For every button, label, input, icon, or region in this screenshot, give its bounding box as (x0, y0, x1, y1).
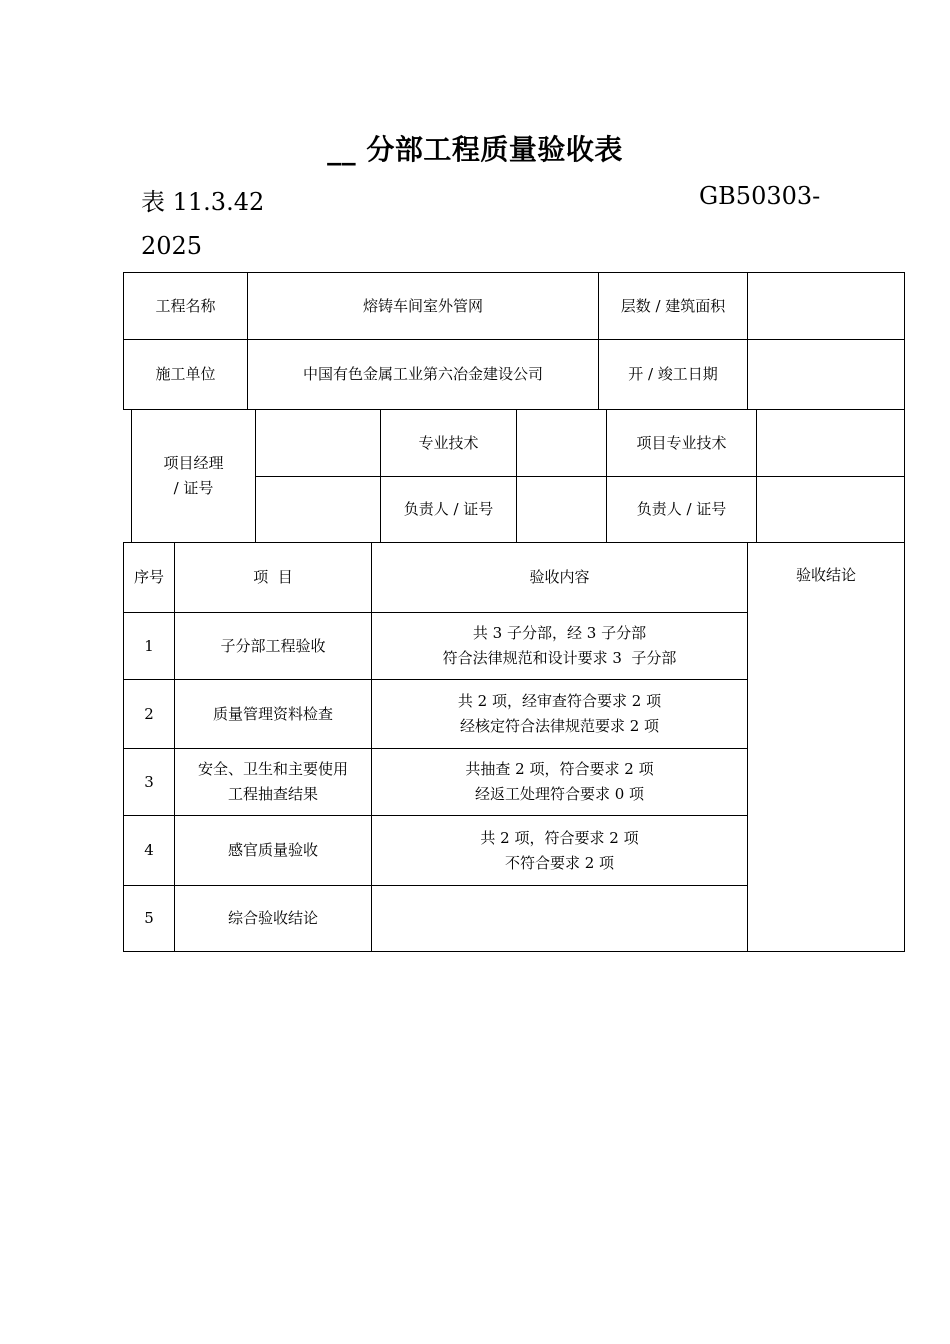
row-item: 感官质量验收 (175, 816, 372, 886)
header-content: 验收内容 (372, 543, 748, 613)
project-manager-label: 项目经理 / 证号 (132, 410, 256, 543)
standard-year: 2025 (141, 232, 203, 260)
row-content: 共抽查 2 项，符合要求 2 项 经返工处理符合要求 0 项 (372, 749, 748, 816)
header-item: 项 目 (175, 543, 372, 613)
page-title: __ 分部工程质量验收表 (327, 133, 623, 166)
row-no: 3 (124, 749, 175, 816)
tech-lead-cert-value (517, 477, 607, 543)
table-code: 表 11.3.42 (141, 188, 265, 216)
header-no: 序号 (124, 543, 175, 613)
project-tech-lead-cert-value (757, 477, 905, 543)
project-tech-lead-value (757, 410, 905, 477)
row-content: 共 2 项，经审查符合要求 2 项 经核定符合法律规范要求 2 项 (372, 680, 748, 749)
contractor-label: 施工单位 (124, 340, 248, 410)
row-item: 综合验收结论 (175, 886, 372, 952)
row-content: 共 2 项，符合要求 2 项 不符合要求 2 项 (372, 816, 748, 886)
row-no: 4 (124, 816, 175, 886)
floors-area-label: 层数 / 建筑面积 (599, 273, 748, 340)
floors-area-value (748, 273, 905, 340)
dates-value (748, 340, 905, 410)
project-name-label: 工程名称 (124, 273, 248, 340)
tech-lead-label-line1: 专业技术 (381, 410, 517, 477)
acceptance-table (123, 542, 905, 952)
row-no: 2 (124, 680, 175, 749)
persons-table (131, 409, 905, 543)
row-item: 质量管理资料检查 (175, 680, 372, 749)
row-item: 安全、卫生和主要使用 工程抽查结果 (175, 749, 372, 816)
row-no: 1 (124, 613, 175, 680)
header-conclusion: 验收结论 (748, 543, 905, 952)
row-content (372, 886, 748, 952)
project-tech-lead-label-line1: 项目专业技术 (607, 410, 757, 477)
tech-lead-label-line2: 负责人 / 证号 (381, 477, 517, 543)
dates-label: 开 / 竣工日期 (599, 340, 748, 410)
row-no: 5 (124, 886, 175, 952)
row-content: 共 3 子分部，经 3 子分部 符合法律规范和设计要求 3 子分部 (372, 613, 748, 680)
standard-code: GB50303- (699, 182, 821, 210)
project-info-table (123, 272, 905, 410)
tech-lead-value (517, 410, 607, 477)
row-item: 子分部工程验收 (175, 613, 372, 680)
contractor-value: 中国有色金属工业第六冶金建设公司 (248, 340, 599, 410)
project-manager-value (256, 410, 381, 477)
project-manager-cert-value (256, 477, 381, 543)
project-tech-lead-label-line2: 负责人 / 证号 (607, 477, 757, 543)
project-name-value: 熔铸车间室外管网 (248, 273, 599, 340)
